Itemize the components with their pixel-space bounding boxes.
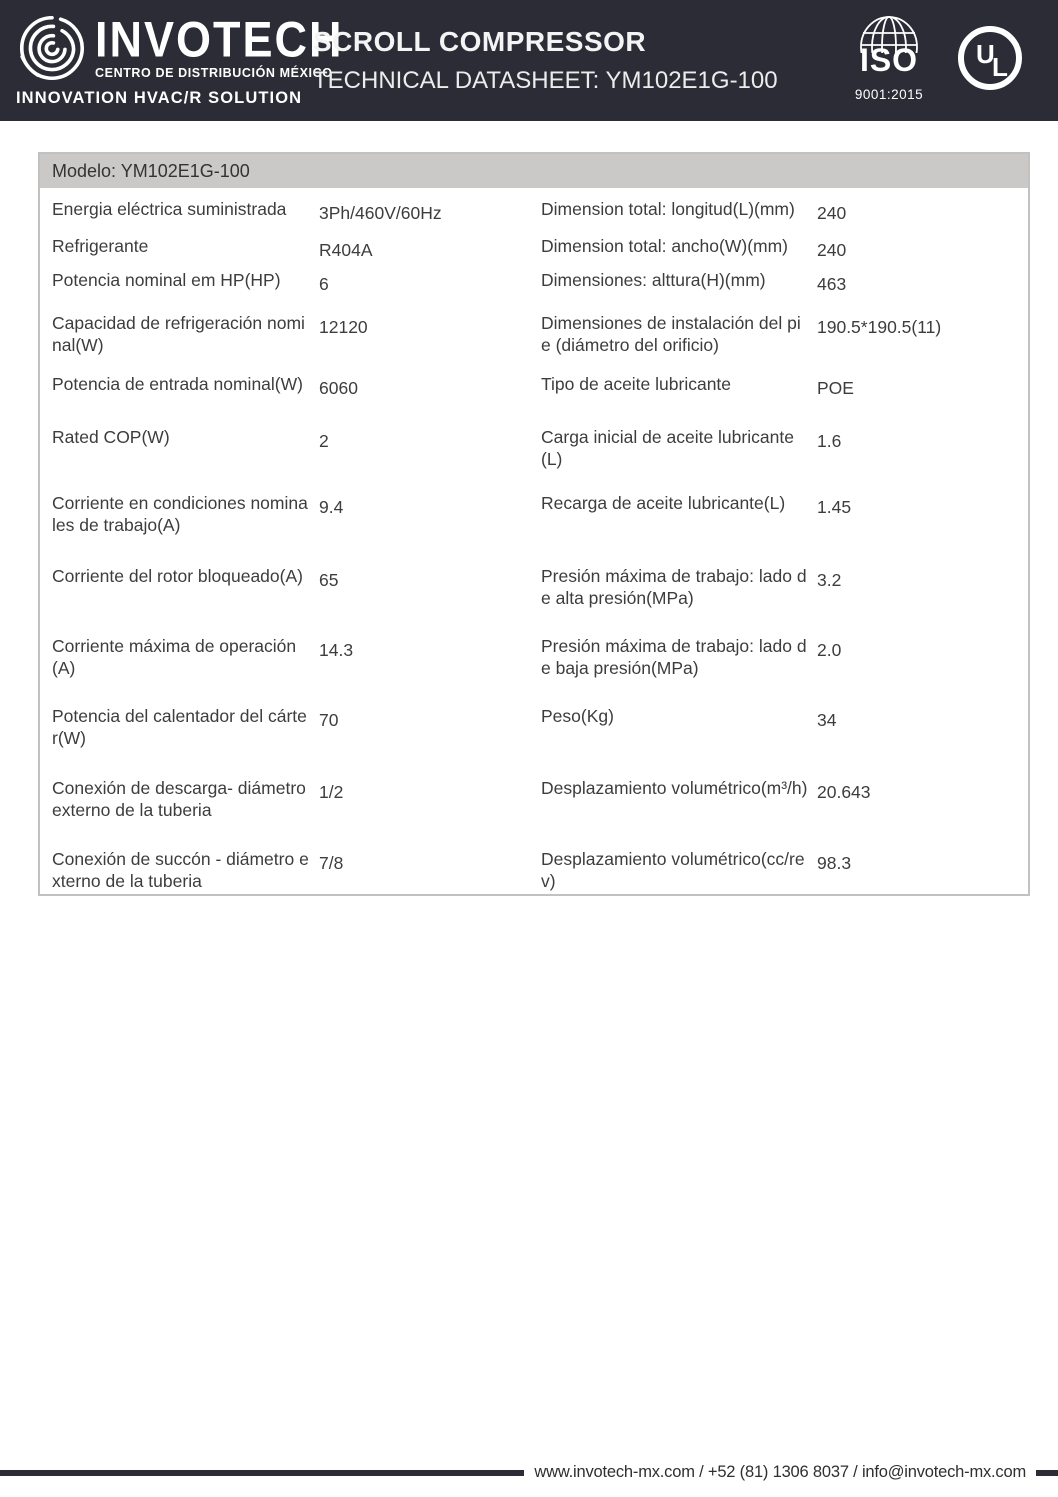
spec-label: Energia eléctrica suministrada (52, 199, 287, 219)
spec-value: 9.4 (319, 497, 344, 517)
table-row (40, 227, 1028, 261)
document-title: SCROLL COMPRESSOR (313, 26, 647, 57)
table-row (40, 557, 1028, 627)
spec-label: Rated COP(W) (52, 427, 170, 447)
brand-tagline: INNOVATION HVAC/R SOLUTION (16, 89, 303, 107)
spec-value: 14.3 (319, 640, 354, 660)
spec-value: 1.45 (817, 497, 852, 517)
spec-label: Corriente del rotor bloqueado(A) (52, 566, 303, 586)
spec-value: 1/2 (319, 782, 344, 802)
spec-value: 6060 (319, 378, 358, 398)
spec-value: 98.3 (817, 853, 852, 873)
table-row (40, 627, 1028, 697)
spec-label: Desplazamiento volumétrico(cc/rev) (541, 849, 805, 891)
table-row (40, 261, 1028, 304)
spec-value: 240 (817, 240, 847, 260)
spec-label: Recarga de aceite lubricante(L) (541, 493, 786, 513)
spec-label: Conexión de descarga- diámetro externo de la tuberia (52, 778, 306, 820)
spec-label: Conexión de succón - diámetro externo de la tuberia (52, 849, 309, 891)
spec-label: Presión máxima de trabajo: lado de baja presión(MPa) (541, 636, 807, 678)
spec-label: Corriente máxima de operación(A) (52, 636, 297, 678)
document-subtitle: TECHNICAL DATASHEET: YM102E1G-100 (313, 67, 778, 94)
footer-contact: www.invotech-mx.com / +52 (81) 1306 8037 / info@invotech-mx.com (534, 1463, 1026, 1481)
spec-label: Potencia de entrada nominal(W) (52, 374, 303, 394)
svg-text:U: U (976, 39, 995, 69)
table-row (40, 840, 1028, 894)
table-row (40, 769, 1028, 840)
iso-9001-badge (850, 13, 928, 102)
table-row (40, 418, 1028, 484)
spec-value: 65 (319, 570, 339, 590)
spec-value: 3Ph/460V/60Hz (319, 203, 442, 223)
spec-value: 2 (319, 431, 329, 451)
spec-label: Corriente en condiciones nominales de trabajo(A) (52, 493, 308, 535)
spec-label: Dimension total: ancho(W)(mm) (541, 236, 788, 256)
iso-standard-year: 9001:2015 (854, 87, 924, 102)
table-row (40, 190, 1028, 227)
spec-label: Carga inicial de aceite lubricante(L) (541, 427, 794, 469)
spec-value: 1.6 (817, 431, 842, 451)
spec-label: Dimension total: longitud(L)(mm) (541, 199, 795, 219)
table-row (40, 365, 1028, 418)
spec-value: 6 (319, 274, 329, 294)
spec-value: 20.643 (817, 782, 871, 802)
brand-subtitle: CENTRO DE DISTRIBUCIÓN MÉXICO (95, 66, 333, 81)
page-header (0, 0, 1058, 121)
iso-label: ISO (859, 42, 919, 78)
spec-label: Peso(Kg) (541, 706, 614, 726)
spec-value: 12120 (319, 317, 368, 337)
swirl-logo-icon (16, 12, 88, 84)
footer-rule-left (0, 1470, 524, 1476)
spec-value: 34 (817, 710, 837, 730)
spec-value: 190.5*190.5(11) (817, 317, 942, 337)
footer-rule-right (1036, 1470, 1058, 1476)
spec-value: POE (817, 378, 854, 398)
spec-value: 7/8 (319, 853, 344, 873)
spec-value: 240 (817, 203, 847, 223)
spec-label: Dimensiones: alttura(H)(mm) (541, 270, 766, 290)
company-logo (16, 12, 344, 108)
logo-text-block (95, 10, 344, 81)
svg-text:L: L (992, 52, 1008, 82)
model-header: Modelo: YM102E1G-100 (40, 154, 1028, 190)
spec-label: Capacidad de refrigeración nominal(W) (52, 313, 305, 355)
spec-value: 463 (817, 274, 847, 294)
document-title-block (313, 26, 778, 95)
spec-label: Refrigerante (52, 236, 149, 256)
table-row (40, 697, 1028, 769)
spec-value: R404A (319, 240, 373, 260)
spec-label: Presión máxima de trabajo: lado de alta presión(MPa) (541, 566, 807, 608)
spec-label: Potencia nominal em HP(HP) (52, 270, 281, 290)
spec-label: Desplazamiento volumétrico(m³/h) (541, 778, 808, 798)
spec-table (38, 152, 1030, 896)
ul-certification-icon (956, 24, 1024, 92)
spec-label: Dimensiones de instalación del pie (diámetro del orificio) (541, 313, 801, 355)
spec-table-body (40, 190, 1028, 894)
spec-value: 70 (319, 710, 339, 730)
page-footer (0, 1463, 1058, 1482)
spec-value: 3.2 (817, 570, 842, 590)
brand-name: INVOTECH (95, 10, 344, 68)
spec-value: 2.0 (817, 640, 842, 660)
spec-label: Tipo de aceite lubricante (541, 374, 732, 394)
table-row (40, 484, 1028, 557)
logo-top-row (16, 12, 344, 84)
spec-label: Potencia del calentador del cárter(W) (52, 706, 307, 748)
table-row (40, 304, 1028, 365)
